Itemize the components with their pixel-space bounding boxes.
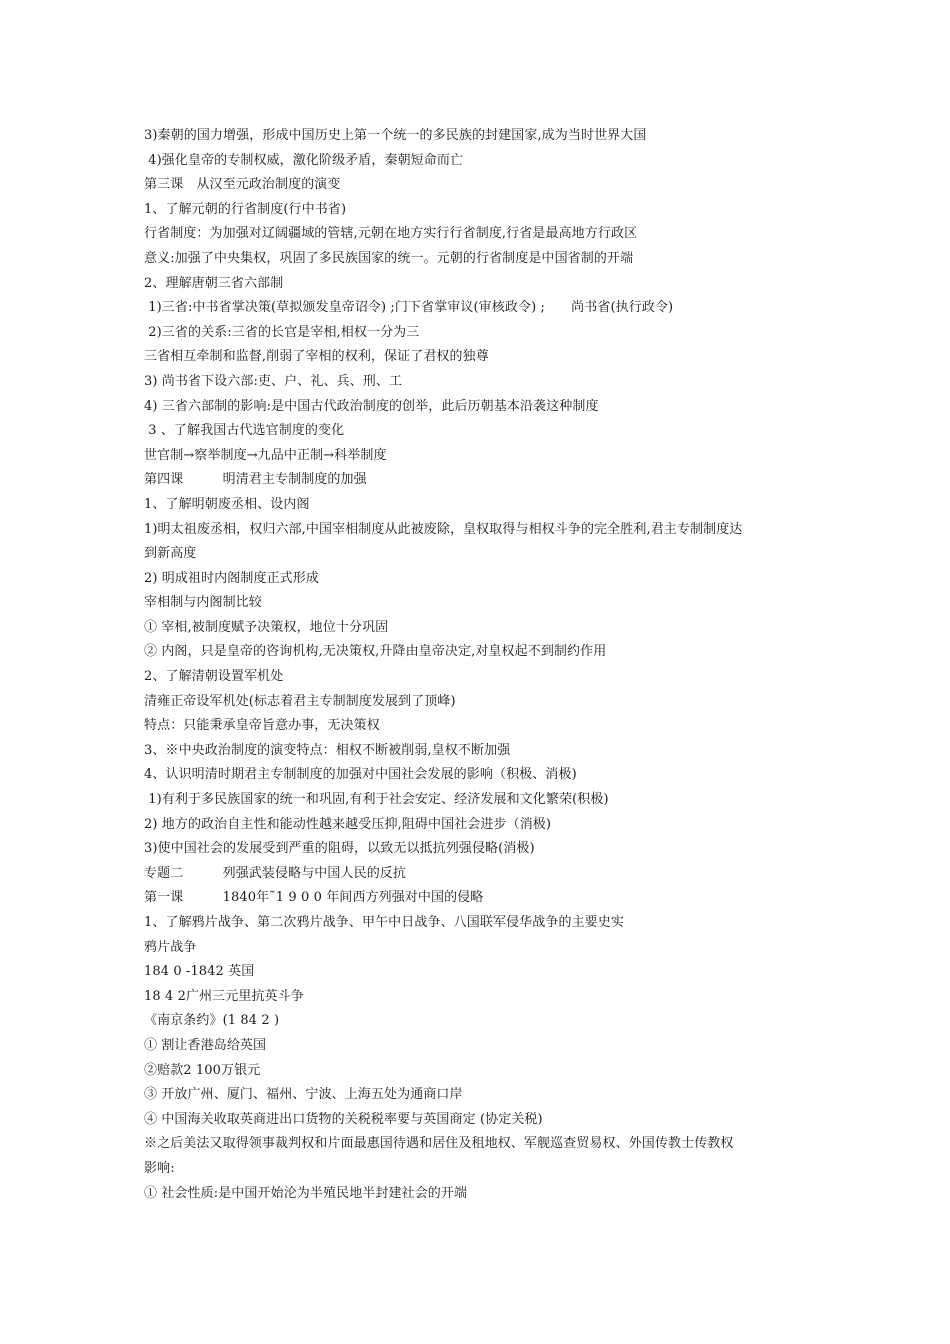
text-line: 1、了解元朝的行省制度(行中书省)	[144, 201, 347, 217]
text-line: 1)三省:中书省掌决策(草拟颁发皇帝诏令) ;门下省掌审议(审核政令) ; 尚书省(执行政令)	[144, 300, 674, 316]
lesson-heading: 第四课 明清君主专制制度的加强	[144, 472, 367, 488]
text-line: 2、了解清朝设置军机处	[144, 669, 284, 685]
text-line: 3) 尚书省下设六部:吏、户、礼、兵、刑、工	[144, 373, 403, 389]
text-line: ※之后美法又取得领事裁判权和片面最惠国待遇和居住及租地权、军舰巡查贸易权、外国传教士传教权	[144, 1136, 734, 1152]
text-line: 2)三省的关系:三省的长官是宰相,相权一分为三	[144, 324, 420, 340]
text-line: 3、※中央政治制度的演变特点：相权不断被削弱,皇权不断加强	[144, 742, 511, 758]
text-line: 清雍正帝设军机处(标志着君主专制制度发展到了顶峰)	[144, 693, 456, 709]
text-line: 18 4 2广州三元里抗英斗争	[144, 988, 304, 1004]
text-line: 184 0 -1842 英国	[144, 964, 255, 980]
lesson-heading: 第一课 1840年˜1 9 0 0 年间西方列强对中国的侵略	[144, 890, 484, 906]
text-line: 1)明太祖废丞相，权归六部,中国宰相制度从此被废除，皇权取得与相权斗争的完全胜利,君主专制制度达	[144, 521, 743, 537]
text-line: ② 内阁，只是皇帝的咨询机构,无决策权,升降由皇帝决定,对皇权起不到制约作用	[144, 644, 607, 660]
text-line: 意义:加强了中央集权，巩固了多民族国家的统一。元朝的行省制度是中国省制的开端	[144, 250, 634, 266]
text-line: 4)强化皇帝的专制权威，激化阶级矛盾，秦朝短命而亡	[144, 152, 464, 168]
text-line: 3 、了解我国古代选官制度的变化	[144, 423, 345, 439]
text-line: ① 割让香港岛给英国	[144, 1037, 267, 1053]
text-line: 《南京条约》(1 84 2 )	[144, 1013, 280, 1029]
text-line: 鸦片战争	[144, 939, 197, 955]
text-line: ③ 开放广州、厦门、福州、宁波、上海五处为通商口岸	[144, 1087, 463, 1103]
text-line: 世官制→察举制度→九品中正制→科举制度	[144, 447, 387, 463]
text-line: 影响:	[144, 1160, 175, 1176]
text-line: 3)使中国社会的发展受到严重的阻碍，以致无以抵抗列强侵略(消极)	[144, 841, 535, 857]
text-line: ① 宰相,被制度赋予决策权，地位十分巩固	[144, 619, 389, 635]
text-line: 1、了解鸦片战争、第二次鸦片战争、甲午中日战争、八国联军侵华战争的主要史实	[144, 915, 624, 930]
text-line: ④ 中国海关收取英商进出口货物的关税税率要与英国商定 (协定关税)	[144, 1111, 543, 1127]
text-line: 行省制度：为加强对辽阔疆域的管辖,元朝在地方实行行省制度,行省是最高地方行政区	[144, 226, 638, 242]
text-line: 3)秦朝的国力增强，形成中国历史上第一个统一的多民族的封建国家,成为当时世界大国	[144, 128, 647, 143]
topic-heading: 专题二 列强武装侵略与中国人民的反抗	[144, 865, 407, 881]
text-line: 到新高度	[144, 546, 197, 562]
text-line: 2) 地方的政治自主性和能动性越来越受压抑,阻碍中国社会进步（消极)	[144, 816, 552, 832]
text-line: 三省相互牵制和监督,削弱了宰相的权利，保证了君权的独尊	[144, 349, 489, 365]
text-line: ②赔款2 100万银元	[144, 1062, 261, 1078]
document-body	[144, 124, 820, 1206]
text-line: ① 社会性质:是中国开始沦为半殖民地半封建社会的开端	[144, 1185, 468, 1201]
text-line: 特点：只能秉承皇帝旨意办事，无决策权	[144, 718, 380, 734]
text-line: 4) 三省六部制的影响:是中国古代政治制度的创举，此后历朝基本沿袭这种制度	[144, 398, 599, 414]
text-line: 宰相制与内阁制比较	[144, 595, 262, 611]
text-line: 1)有利于多民族国家的统一和巩固,有利于社会安定、经济发展和文化繁荣(积极)	[144, 792, 609, 808]
lesson-heading: 第三课 从汉至元政治制度的演变	[144, 177, 341, 193]
text-line: 2、理解唐朝三省六部制	[144, 275, 284, 291]
text-line: 2) 明成祖时内阁制度正式形成	[144, 570, 319, 586]
text-line: 1、了解明朝废丞相、设内阁	[144, 496, 310, 512]
text-line: 4、认识明清时期君主专制制度的加强对中国社会发展的影响（积极、消极)	[144, 767, 577, 783]
